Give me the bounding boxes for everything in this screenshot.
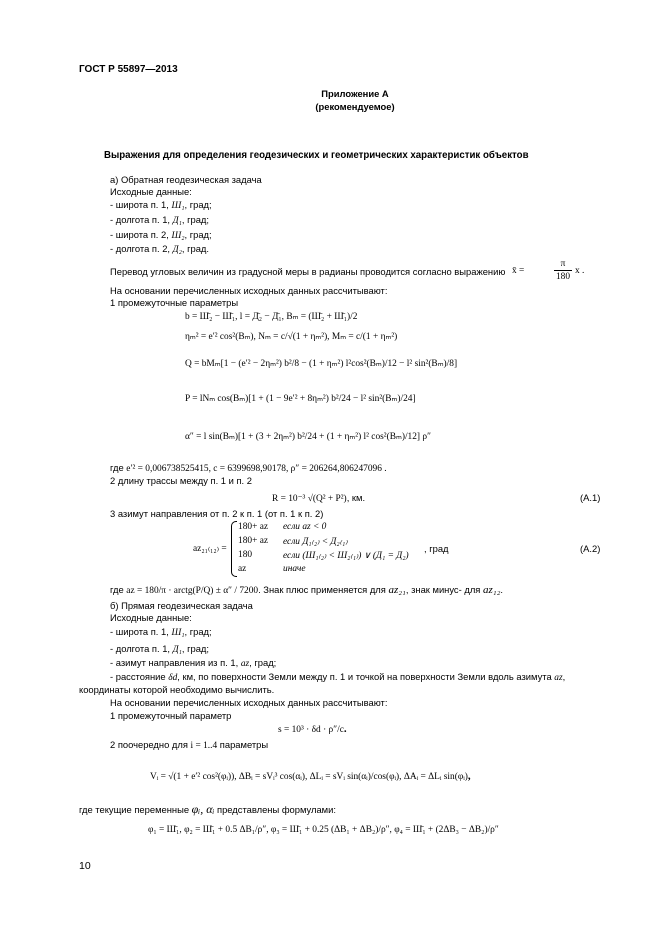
conversion-formula-right: x . [575, 266, 585, 276]
direct-input-label: Исходные данные: [110, 612, 192, 623]
inverse-task-title: а) Обратная геодезическая задача [110, 174, 262, 185]
inverse-input-label: Исходные данные: [110, 186, 192, 197]
appendix-title: Приложение А [321, 88, 389, 99]
formula-phi: φ₁ = Ш̄₁, φ₂ = Ш̄₁ + 0.5 ΔB₁/ρ″, φ₃ = Ш̄₁ + 0.25 (ΔB₁ + ΔB₂)/ρ″, φ₄ = Ш̄₁ + (2ΔB₃ − ΔB₂)/ρ″ [148, 825, 499, 835]
direct-distance-continuation: координаты которой необходимо вычислить. [79, 684, 275, 695]
az-lhs: az₂₁₍₁₂₎ = [193, 544, 227, 554]
az-case-4-value: az [238, 564, 247, 574]
direct-input-azimuth: - азимут направления из п. 1, az, град; [110, 657, 277, 669]
direct-input-lat1: - широта п. 1, Ш₁, град; [110, 626, 212, 638]
az-definition-line: где az = 180/π · arctg(P/Q) ± α″ / 7200. Знак плюс применяется для az₂₁, знак минус- для az₁₂. [110, 584, 504, 596]
inverse-step3: 3 азимут направления от п. 2 к п. 1 (от п. 1 к п. 2) [110, 508, 324, 519]
equation-number-a1: (А.1) [580, 492, 601, 503]
az-case-3-condition: если (Ш₁₍₂₎ < Ш₂₍₁₎) ∨ (Д₁ = Д₂) [283, 551, 409, 561]
direct-step1: 1 промежуточный параметр [110, 710, 232, 721]
az-case-4-condition: иначе [283, 564, 306, 574]
inverse-basis-text: На основании перечисленных исходных данных рассчитывают: [110, 285, 388, 296]
formula-q: Q = bMₘ[1 − (e′² − 2ηₘ²) b²/8 − (1 + ηₘ²) l²cos²(Bₘ)/12 − l² sin²(Bₘ)/8] [185, 359, 458, 369]
direct-input-lon1: - долгота п. 1, Д₁, град; [110, 643, 209, 655]
conversion-formula-den: 180 [555, 272, 571, 282]
conversion-formula-left: x̄ = [512, 266, 525, 276]
inverse-input-lon2: - долгота п. 2, Д₂, град. [110, 243, 209, 255]
section-title: Выражения для определения геодезических и геометрических характеристик объектов [104, 150, 529, 161]
conversion-formula-num: π [560, 259, 566, 269]
direct-basis-text: На основании перечисленных исходных данных рассчитывают: [110, 697, 388, 708]
formula-alpha: α″ = l sin(Bₘ)[1 + (3 + 2ηₘ²) b²/24 + (1 + ηₘ²) l² cos²(Bₘ)/12] ρ″ [185, 432, 431, 442]
direct-task-title: б) Прямая геодезическая задача [110, 600, 253, 611]
az-cases-brace [231, 521, 237, 577]
formula-b-l-bm: b = Ш̄₂ − Ш̄₁, l = Д̄₂ − Д̄₁, Bₘ = (Ш̄₂ + Ш̄₁)/2 [185, 312, 358, 322]
constants-line: где e′² = 0,006738525415, c = 6399698,90178, ρ″ = 206264,806247096 . [110, 462, 387, 474]
page-number: 10 [79, 860, 91, 872]
current-variables-line: где текущие переменные φᵢ, αᵢ представлены формулами: [79, 802, 336, 816]
inverse-step2: 2 длину трассы между п. 1 и п. 2 [110, 475, 252, 486]
appendix-subtitle: (рекомендуемое) [315, 101, 395, 112]
direct-input-distance: - расстояние δd, км, по поверхности Земли между п. 1 и точкой на поверхности Земли вдоль азимута az, [110, 671, 566, 683]
inverse-input-lat2: - широта п. 2, Ш₂, град; [110, 229, 212, 241]
az-unit: , град [424, 543, 449, 554]
az-case-1-value: 180+ az [238, 522, 269, 532]
equation-number-a2: (А.2) [580, 543, 601, 554]
formula-v-db-dl-da: Vᵢ = √(1 + e′² cos²(φᵢ)), ΔBᵢ = sVᵢ³ cos(αᵢ), ΔLᵢ = sVᵢ sin(αᵢ)/cos(φᵢ), ΔAᵢ = ΔLᵢ sin(φᵢ), [150, 770, 471, 782]
inverse-input-lon1: - долгота п. 1, Д₁, град; [110, 214, 209, 226]
formula-s: s = 10³ · δd · ρ″/c. [278, 723, 347, 735]
az-case-2-value: 180+ az [238, 536, 269, 546]
conversion-fraction-bar [554, 270, 572, 271]
standard-number: ГОСТ Р 55897—2013 [79, 64, 178, 75]
inverse-input-lat1: - широта п. 1, Ш₁, град; [110, 199, 212, 211]
az-case-1-condition: если az < 0 [283, 522, 327, 532]
az-case-3-value: 180 [238, 550, 253, 560]
conversion-text: Перевод угловых величин из градусной меры в радианы проводится согласно выражению [110, 266, 506, 277]
formula-p: P = lNₘ cos(Bₘ)[1 + (1 − 9e′² + 8ηₘ²) b²/24 − l² sin²(Bₘ)/24] [185, 394, 416, 404]
formula-eta-n-m: ηₘ² = e′² cos²(Bₘ), Nₘ = c/√(1 + ηₘ²), Mₘ = c/(1 + ηₘ²) [185, 332, 398, 342]
formula-r: R = 10⁻³ √(Q² + P²), км. [272, 492, 366, 504]
direct-step2: 2 поочередно для i = 1..4 параметры [110, 739, 269, 751]
inverse-step1: 1 промежуточные параметры [110, 297, 239, 308]
az-case-2-condition: если Д₁₍₂₎ < Д₂₍₁₎ [283, 537, 348, 547]
